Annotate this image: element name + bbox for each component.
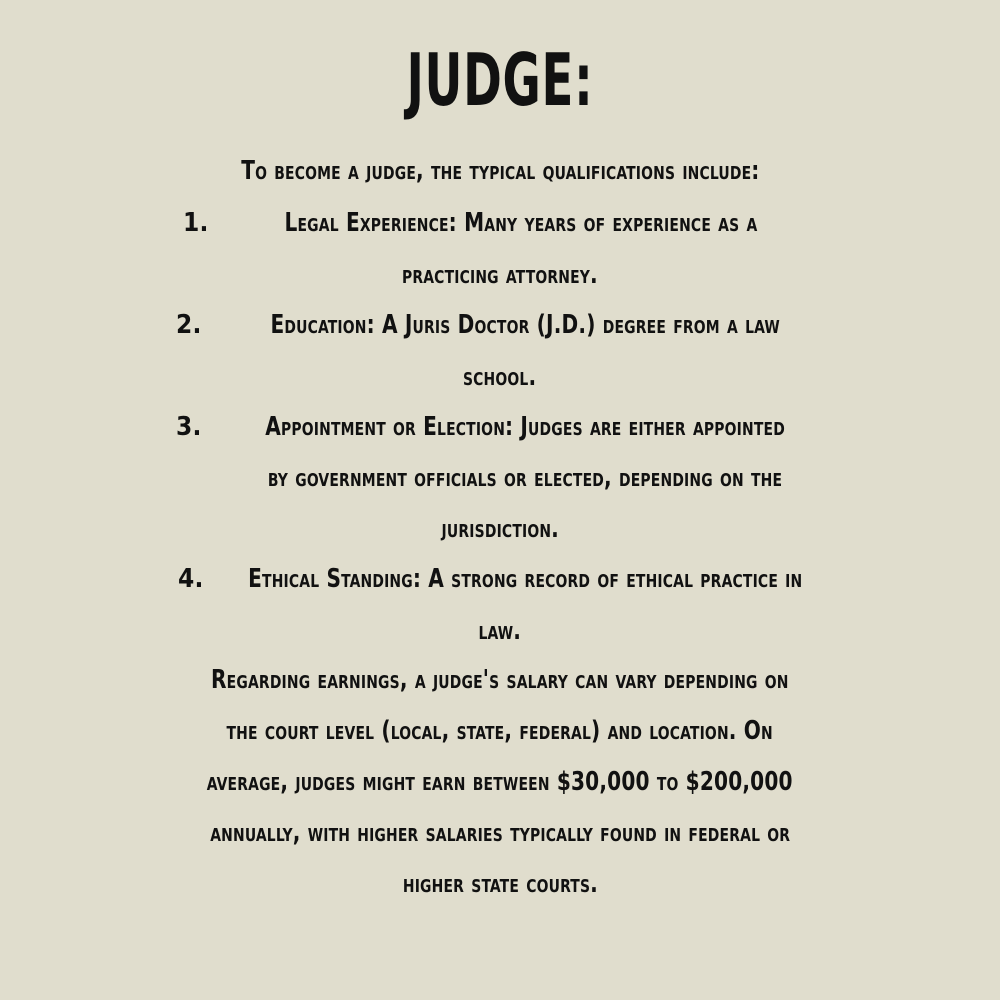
earnings-line-1-text: Regarding earnings, a judge's salary can vary depending on (211, 665, 789, 695)
intro-text (0, 158, 1000, 184)
list-item-4-number: 4. (178, 564, 204, 594)
list-item-1-line-2-text: practicing attorney. (402, 260, 598, 290)
list-item-2-number: 2. (176, 310, 202, 340)
list-item-1-number: 1. (183, 208, 209, 238)
earnings-line-2 (0, 718, 1000, 744)
list-item-3-line-2-text: by government officials or elected, depending on the (267, 463, 783, 493)
list-item-3-line-3 (0, 516, 1000, 542)
list-item-4-line-2-text: law. (478, 616, 522, 646)
list-item-4-line-1 (203, 566, 843, 592)
list-item-3-line-3-text: jurisdiction. (441, 514, 559, 544)
earnings-line-3-text: average, judges might earn between $30,000 to $200,000 (206, 767, 793, 797)
list-item-3-line-1 (210, 414, 840, 440)
list-item-1-line-2 (0, 262, 1000, 288)
earnings-line-4-text: annually, with higher salaries typically found in federal or (209, 818, 790, 848)
list-item-3-line-2 (210, 465, 840, 491)
list-item-3-number: 3. (176, 412, 202, 442)
list-item-2-line-1-text: Education: A Juris Doctor (J.D.) degree from a law (270, 310, 780, 340)
document-title: JUDGE: (406, 38, 594, 122)
earnings-line-3 (0, 769, 1000, 795)
earnings-line-5 (0, 871, 1000, 897)
earnings-line-2-text: the court level (local, state, federal) and location. On (226, 716, 774, 746)
list-item-3-line-1-text: Appointment or Election: Judges are either appointed (265, 412, 785, 442)
intro-text-content: To become a judge, the typical qualifications include: (240, 156, 760, 186)
earnings-line-1 (0, 667, 1000, 693)
list-item-2-line-1 (222, 312, 828, 338)
list-item-1-line-1 (239, 210, 803, 236)
list-item-4-line-2 (0, 618, 1000, 644)
list-item-1-line-1-text: Legal Experience: Many years of experience as a (284, 208, 758, 238)
earnings-line-5-text: higher state courts. (402, 869, 598, 899)
list-item-2-line-2-text: school. (463, 362, 537, 392)
earnings-line-4 (0, 820, 1000, 846)
list-item-4-line-1-text: Ethical Standing: A strong record of ethical practice in (248, 564, 803, 594)
list-item-2-line-2 (0, 364, 1000, 390)
